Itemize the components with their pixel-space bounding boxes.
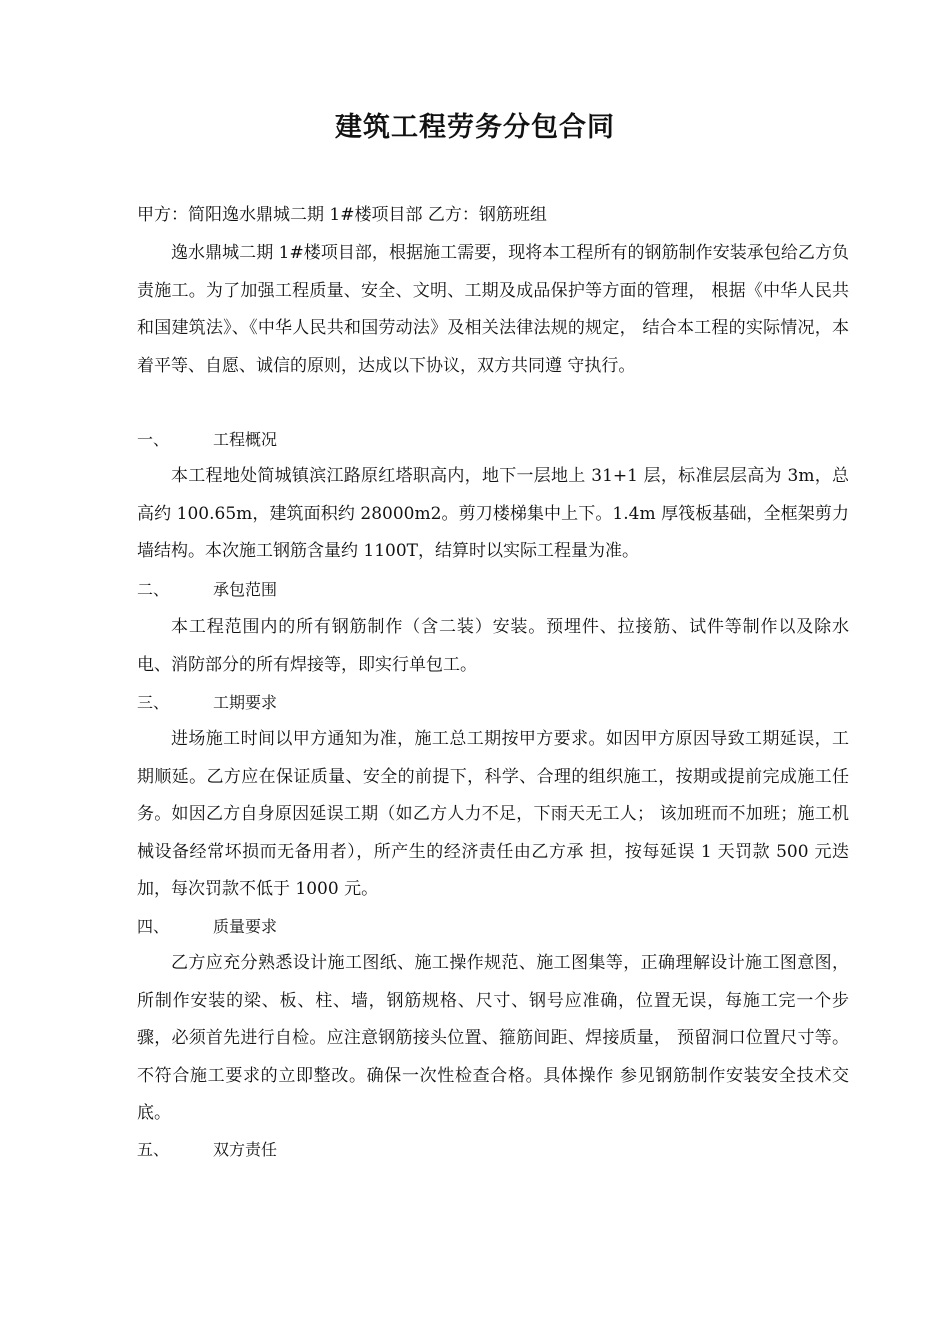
section-paragraph-2: 本工程范围内的所有钢筋制作（含二装）安装。预埋件、拉接筋、试件等制作以及除水电、消防部分的所有焊接等，即实行单包工。	[137, 617, 849, 675]
section-number: 一、	[137, 430, 170, 449]
section-number: 五、	[137, 1140, 170, 1159]
section-title: 质量要求	[213, 917, 278, 936]
section-title: 工程概况	[213, 430, 278, 449]
document-title: 建筑工程劳务分包合同	[335, 112, 615, 143]
parties-line: 甲方：简阳逸水鼎城二期 1#楼项目部 乙方：钢筋班组	[137, 205, 547, 225]
section-heading-3	[137, 684, 849, 721]
section-title: 工期要求	[213, 693, 278, 712]
section-title: 双方责任	[213, 1140, 278, 1159]
section-paragraph-3: 进场施工时间以甲方通知为准，施工总工期按甲方要求。如因甲方原因导致工期延误，工期顺延。乙方应在保证质量、安全的前提下，科学、合理的组织施工，按期或提前完成施工任务。如因乙方自身原因延误工期（如乙方人力不足，下雨天无工人； 该加班而不加班；施工机械设备经常坏损而无备用者），所产生的经济责任由乙方承 担，按每延误 1 天罚款 500 元迭加，每次罚款不低于 1000 元。	[137, 729, 849, 900]
section-paragraph-1: 本工程地处简城镇滨江路原红塔职高内，地下一层地上 31+1 层，标准层层高为 3m，总高约 100.65m，建筑面积约 28000m2。剪刀楼梯集中上下。1.4m 厚筏板基础，全框架剪力墙结构。本次施工钢筋含量约 1100T，结算时以实际工程量为准。	[137, 466, 849, 562]
section-heading-4	[137, 908, 849, 945]
section-heading-2	[137, 571, 849, 608]
section-heading-1	[137, 421, 849, 458]
section-number: 四、	[137, 917, 170, 936]
section-heading-5	[137, 1131, 849, 1168]
section-number: 二、	[137, 580, 170, 599]
section-title: 承包范围	[213, 580, 278, 599]
intro-paragraph: 逸水鼎城二期 1#楼项目部，根据施工需要，现将本工程所有的钢筋制作安装承包给乙方负责施工。为了加强工程质量、安全、文明、工期及成品保护等方面的管理， 根据《中华人民共和国建筑法》、《中华人民共和国劳动法》及相关法律法规的规定， 结合本工程的实际情况，本着平等、自愿、诚信的原则，达成以下协议，双方共同遵 守执行。	[137, 243, 849, 376]
section-number: 三、	[137, 693, 170, 712]
section-paragraph-4: 乙方应充分熟悉设计施工图纸、施工操作规范、施工图集等，正确理解设计施工图意图，所制作安装的梁、板、柱、墙，钢筋规格、尺寸、钢号应准确，位置无误，每施工完一个步骤，必须首先进行自检。应注意钢筋接头位置、箍筋间距、焊接质量， 预留洞口位置尺寸等。不符合施工要求的立即整改。确保一次性检查合格。具体操作 参见钢筋制作安装安全技术交底。	[137, 953, 849, 1124]
